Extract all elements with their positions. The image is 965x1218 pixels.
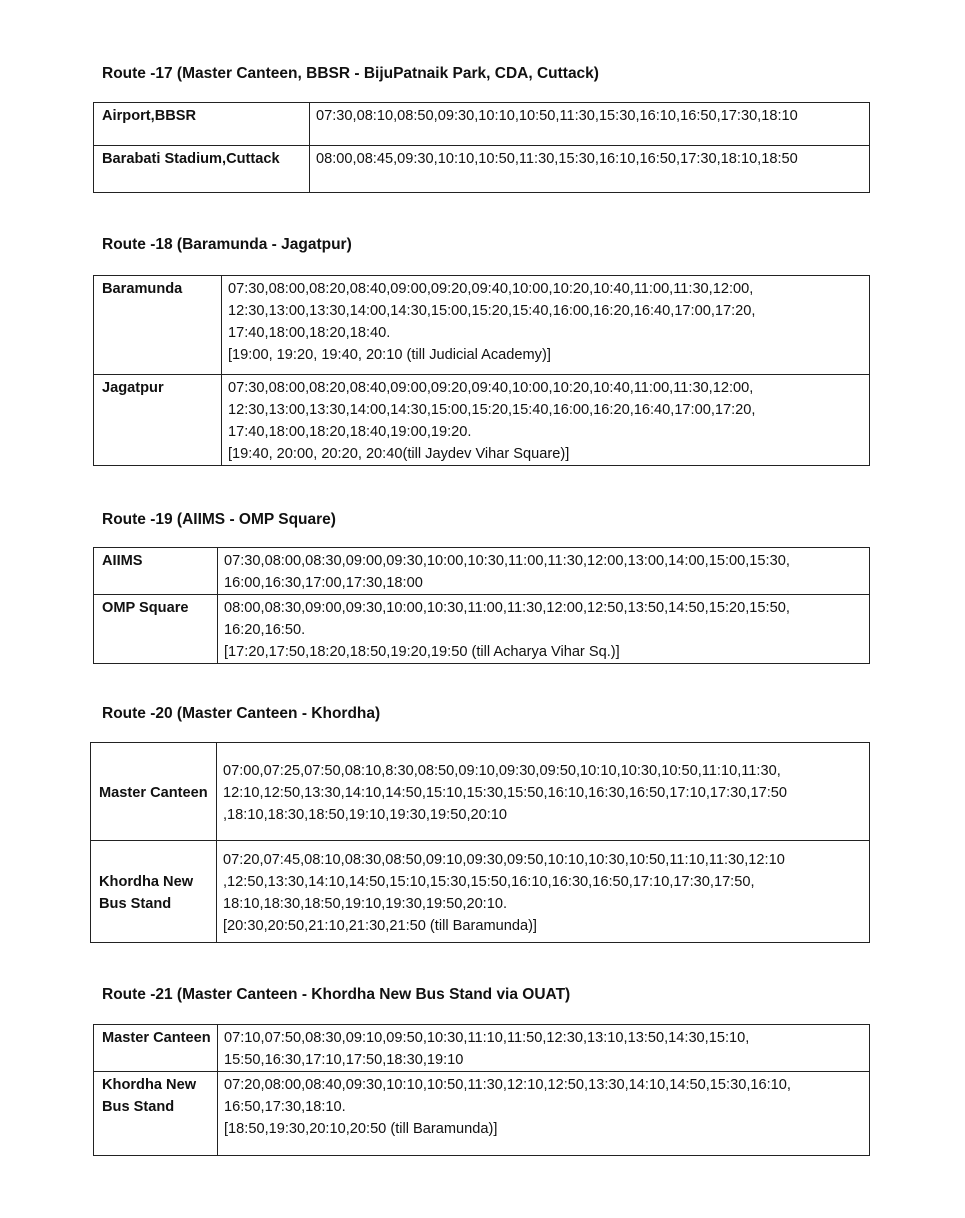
times-line: 17:40,18:00,18:20,18:40,19:00,19:20. — [228, 424, 472, 440]
route-18-title: Route -18 (Baramunda - Jagatpur) — [102, 236, 352, 253]
route-19-table — [93, 547, 870, 664]
times-line: 07:10,07:50,08:30,09:10,09:50,10:30,11:10,11:50,12:30,13:10,13:50,14:30,15:10, — [224, 1030, 750, 1046]
times-line: [19:40, 20:00, 20:20, 20:40(till Jaydev Vihar Square)] — [228, 446, 570, 462]
table-row — [91, 743, 870, 841]
table-row — [94, 1025, 870, 1072]
stop-name: Khordha New Bus Stand — [94, 1072, 218, 1156]
times-line: 17:40,18:00,18:20,18:40. — [228, 325, 391, 341]
times-line: [20:30,20:50,21:10,21:30,21:50 (till Baramunda)] — [223, 917, 537, 934]
route-21-table — [93, 1024, 870, 1156]
timetable-cell — [218, 595, 870, 664]
table-row — [94, 595, 870, 664]
timetable-cell — [222, 375, 870, 466]
stop-name: OMP Square — [94, 595, 218, 664]
times-line: 07:20,08:00,08:40,09:30,10:10,10:50,11:30,12:10,12:50,13:30,14:10,14:50,15:30,16:10, — [224, 1077, 791, 1093]
stop-name: Jagatpur — [94, 375, 222, 466]
route-18-table — [93, 275, 870, 466]
stop-name: Airport,BBSR — [94, 103, 310, 146]
times-line: 07:30,08:00,08:20,08:40,09:00,09:20,09:40,10:00,10:20,10:40,11:00,11:30,12:00, — [228, 281, 754, 297]
route-17-title: Route -17 (Master Canteen, BBSR - BijuPatnaik Park, CDA, Cuttack) — [102, 65, 599, 82]
times-line: 18:10,18:30,18:50,19:10,19:30,19:50,20:10. — [223, 895, 508, 912]
times-line: 07:30,08:10,08:50,09:30,10:10,10:50,11:30,15:30,16:10,16:50,17:30,18:10 — [316, 108, 798, 124]
times-line: 07:30,08:00,08:30,09:00,09:30,10:00,10:30,11:00,11:30,12:00,13:00,14:00,15:00,15:30, — [224, 553, 790, 569]
times-line: 08:00,08:45,09:30,10:10,10:50,11:30,15:30,16:10,16:50,17:30,18:10,18:50 — [316, 151, 798, 167]
stop-name: Barabati Stadium,Cuttack — [94, 146, 310, 193]
times-line: 16:50,17:30,18:10. — [224, 1099, 346, 1115]
table-row — [94, 146, 870, 193]
times-line: 16:00,16:30,17:00,17:30,18:00 — [224, 575, 423, 591]
table-row — [94, 1072, 870, 1156]
table-row — [94, 375, 870, 466]
timetable-cell — [222, 276, 870, 375]
times-line: 12:30,13:00,13:30,14:00,14:30,15:00,15:20,15:40,16:00,16:20,16:40,17:00,17:20, — [228, 303, 756, 319]
timetable-cell — [310, 103, 870, 146]
times-line: ,12:50,13:30,14:10,14:50,15:10,15:30,15:50,16:10,16:30,16:50,17:10,17:30,17:50, — [223, 873, 755, 890]
times-line: [19:00, 19:20, 19:40, 20:10 (till Judicial Academy)] — [228, 347, 551, 363]
timetable-cell — [217, 841, 870, 943]
times-line: ,18:10,18:30,18:50,19:10,19:30,19:50,20:10 — [223, 806, 508, 823]
timetable-cell — [218, 1072, 870, 1156]
times-line: 07:20,07:45,08:10,08:30,08:50,09:10,09:30,09:50,10:10,10:30,10:50,11:10,11:30,12:10 — [223, 851, 785, 868]
stop-name: Baramunda — [94, 276, 222, 375]
times-line: 07:30,08:00,08:20,08:40,09:00,09:20,09:40,10:00,10:20,10:40,11:00,11:30,12:00, — [228, 380, 754, 396]
table-row — [94, 276, 870, 375]
times-line: 12:10,12:50,13:30,14:10,14:50,15:10,15:30,15:50,16:10,16:30,16:50,17:10,17:30,17:50 — [223, 784, 787, 801]
timetable-cell — [218, 548, 870, 595]
route-21-title: Route -21 (Master Canteen - Khordha New Bus Stand via OUAT) — [102, 986, 571, 1003]
times-line: [18:50,19:30,20:10,20:50 (till Baramunda)] — [224, 1121, 498, 1137]
timetable-cell — [310, 146, 870, 193]
timetable-cell — [218, 1025, 870, 1072]
table-row — [91, 841, 870, 943]
times-line: 16:20,16:50. — [224, 622, 306, 638]
stop-name: Master Canteen — [91, 743, 217, 841]
route-20-table — [90, 742, 870, 943]
times-line: 12:30,13:00,13:30,14:00,14:30,15:00,15:20,15:40,16:00,16:20,16:40,17:00,17:20, — [228, 402, 756, 418]
table-row — [94, 103, 870, 146]
times-line: 08:00,08:30,09:00,09:30,10:00,10:30,11:00,11:30,12:00,12:50,13:50,14:50,15:20,15:50, — [224, 600, 790, 616]
times-line: 15:50,16:30,17:10,17:50,18:30,19:10 — [224, 1052, 464, 1068]
stop-name: AIIMS — [94, 548, 218, 595]
timetable-cell — [217, 743, 870, 841]
table-row — [94, 548, 870, 595]
stop-name: Master Canteen — [94, 1025, 218, 1072]
times-line: [17:20,17:50,18:20,18:50,19:20,19:50 (till Acharya Vihar Sq.)] — [224, 644, 620, 660]
times-line: 07:00,07:25,07:50,08:10,8:30,08:50,09:10,09:30,09:50,10:10,10:30,10:50,11:10,11:30, — [223, 762, 781, 779]
route-17-table — [93, 102, 870, 193]
route-19-title: Route -19 (AIIMS - OMP Square) — [102, 511, 336, 528]
stop-name: Khordha New Bus Stand — [91, 841, 217, 943]
route-20-title: Route -20 (Master Canteen - Khordha) — [102, 705, 381, 722]
